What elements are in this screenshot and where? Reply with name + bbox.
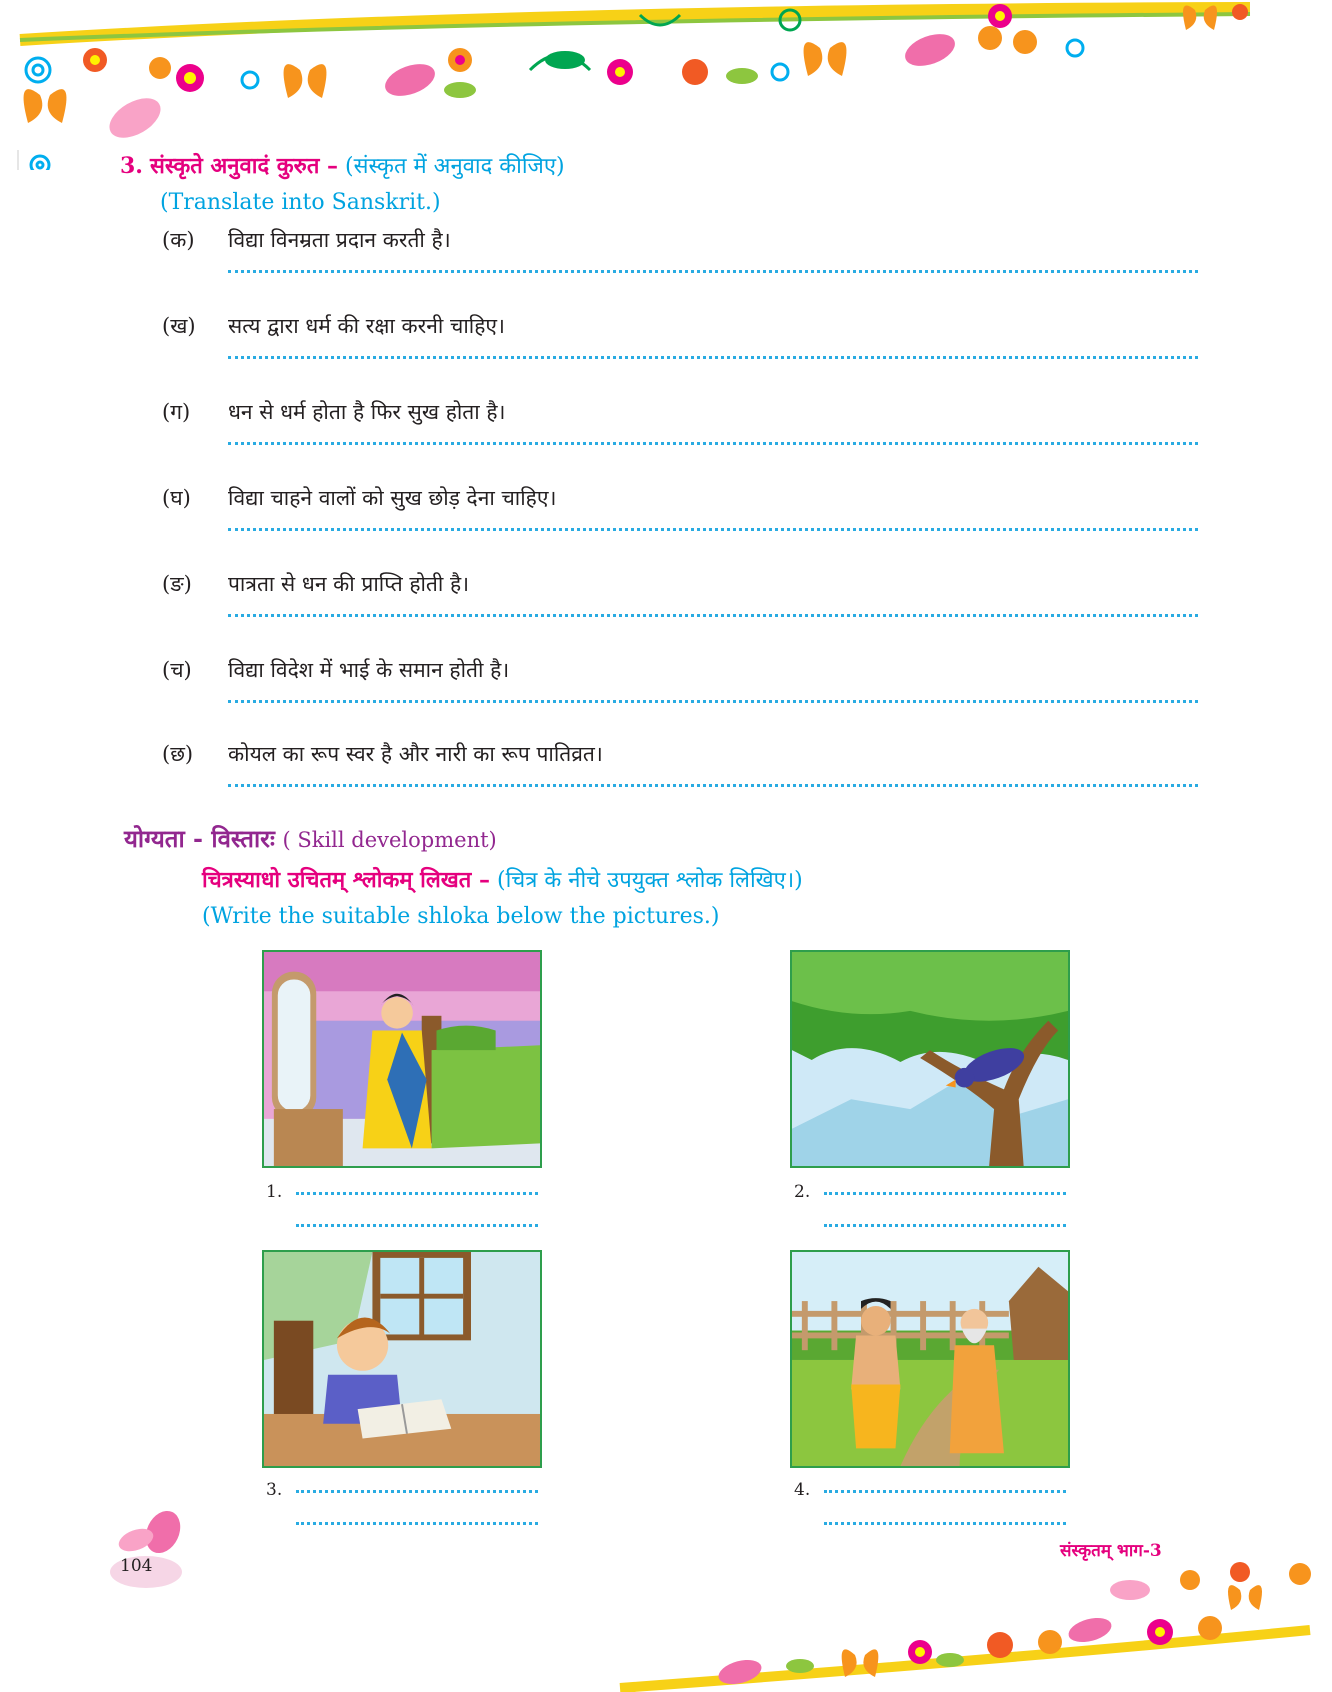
- picture-woman-at-mirror: [262, 950, 542, 1168]
- answer-line[interactable]: [824, 1490, 1066, 1493]
- answer-line[interactable]: [228, 442, 1198, 445]
- book-title: संस्कृतम् भाग-3: [1060, 1541, 1162, 1561]
- item-label: (क): [162, 228, 195, 252]
- skill-instruction-english: (Write the suitable shloka below the pictures.): [202, 904, 720, 929]
- skill-instruction: [202, 864, 803, 894]
- answer-line[interactable]: [228, 784, 1198, 787]
- item-label: (घ): [162, 486, 191, 510]
- answer-line[interactable]: [296, 1224, 538, 1227]
- answer-line[interactable]: [824, 1192, 1066, 1195]
- page-number: 104: [120, 1556, 153, 1576]
- answer-line[interactable]: [296, 1522, 538, 1525]
- bottom-floral-border: [600, 1560, 1332, 1692]
- item-text: कोयल का रूप स्वर है और नारी का रूप पातिव्रत।: [228, 742, 603, 766]
- item-label: (ख): [162, 314, 196, 338]
- answer-line[interactable]: [228, 614, 1198, 617]
- picture-boy-reading-book: [262, 1250, 542, 1468]
- answer-line[interactable]: [296, 1192, 538, 1195]
- skill-heading-sanskrit: योग्यता - विस्तारः: [124, 824, 275, 853]
- picture-number: 4.: [794, 1480, 811, 1500]
- exercise-heading: [120, 150, 565, 180]
- item-text: विद्या विदेश में भाई के समान होती है।: [228, 658, 510, 682]
- top-floral-border: [0, 0, 1332, 170]
- answer-line[interactable]: [296, 1490, 538, 1493]
- page-number-flower-icon: [108, 1510, 198, 1590]
- picture-number: 1.: [266, 1182, 283, 1202]
- skill-instruction-sanskrit: चित्रस्याधो उचितम् श्लोकम् लिखत –: [202, 867, 490, 893]
- exercise-title: संस्कृते अनुवादं कुरुत –: [149, 153, 339, 179]
- picture-student-and-sage: [790, 1250, 1070, 1468]
- picture-number: 3.: [266, 1480, 283, 1500]
- item-text: पात्रता से धन की प्राप्ति होती है।: [228, 572, 470, 596]
- answer-line[interactable]: [824, 1224, 1066, 1227]
- item-text: सत्य द्वारा धर्म की रक्षा करनी चाहिए।: [228, 314, 505, 338]
- skill-heading: [124, 822, 497, 855]
- answer-line[interactable]: [228, 356, 1198, 359]
- answer-line[interactable]: [228, 700, 1198, 703]
- answer-line[interactable]: [824, 1522, 1066, 1525]
- exercise-hint: (संस्कृत में अनुवाद कीजिए): [345, 154, 565, 179]
- item-label: (छ): [162, 742, 194, 766]
- item-text: विद्या विनम्रता प्रदान करती है।: [228, 228, 451, 252]
- exercise-instruction-english: (Translate into Sanskrit.): [160, 190, 441, 215]
- item-label: (च): [162, 658, 192, 682]
- item-text: विद्या चाहने वालों को सुख छोड़ देना चाहिए।: [228, 486, 557, 510]
- item-label: (ङ): [162, 572, 192, 596]
- picture-bird-on-tree: [790, 950, 1070, 1168]
- picture-number: 2.: [794, 1182, 811, 1202]
- skill-heading-english: ( Skill development): [282, 828, 497, 852]
- item-label: (ग): [162, 400, 191, 424]
- exercise-number: 3.: [120, 153, 143, 179]
- answer-line[interactable]: [228, 270, 1198, 273]
- answer-line[interactable]: [228, 528, 1198, 531]
- skill-instruction-hindi: (चित्र के नीचे उपयुक्त श्लोक लिखिए।): [497, 868, 803, 893]
- item-text: धन से धर्म होता है फिर सुख होता है।: [228, 400, 506, 424]
